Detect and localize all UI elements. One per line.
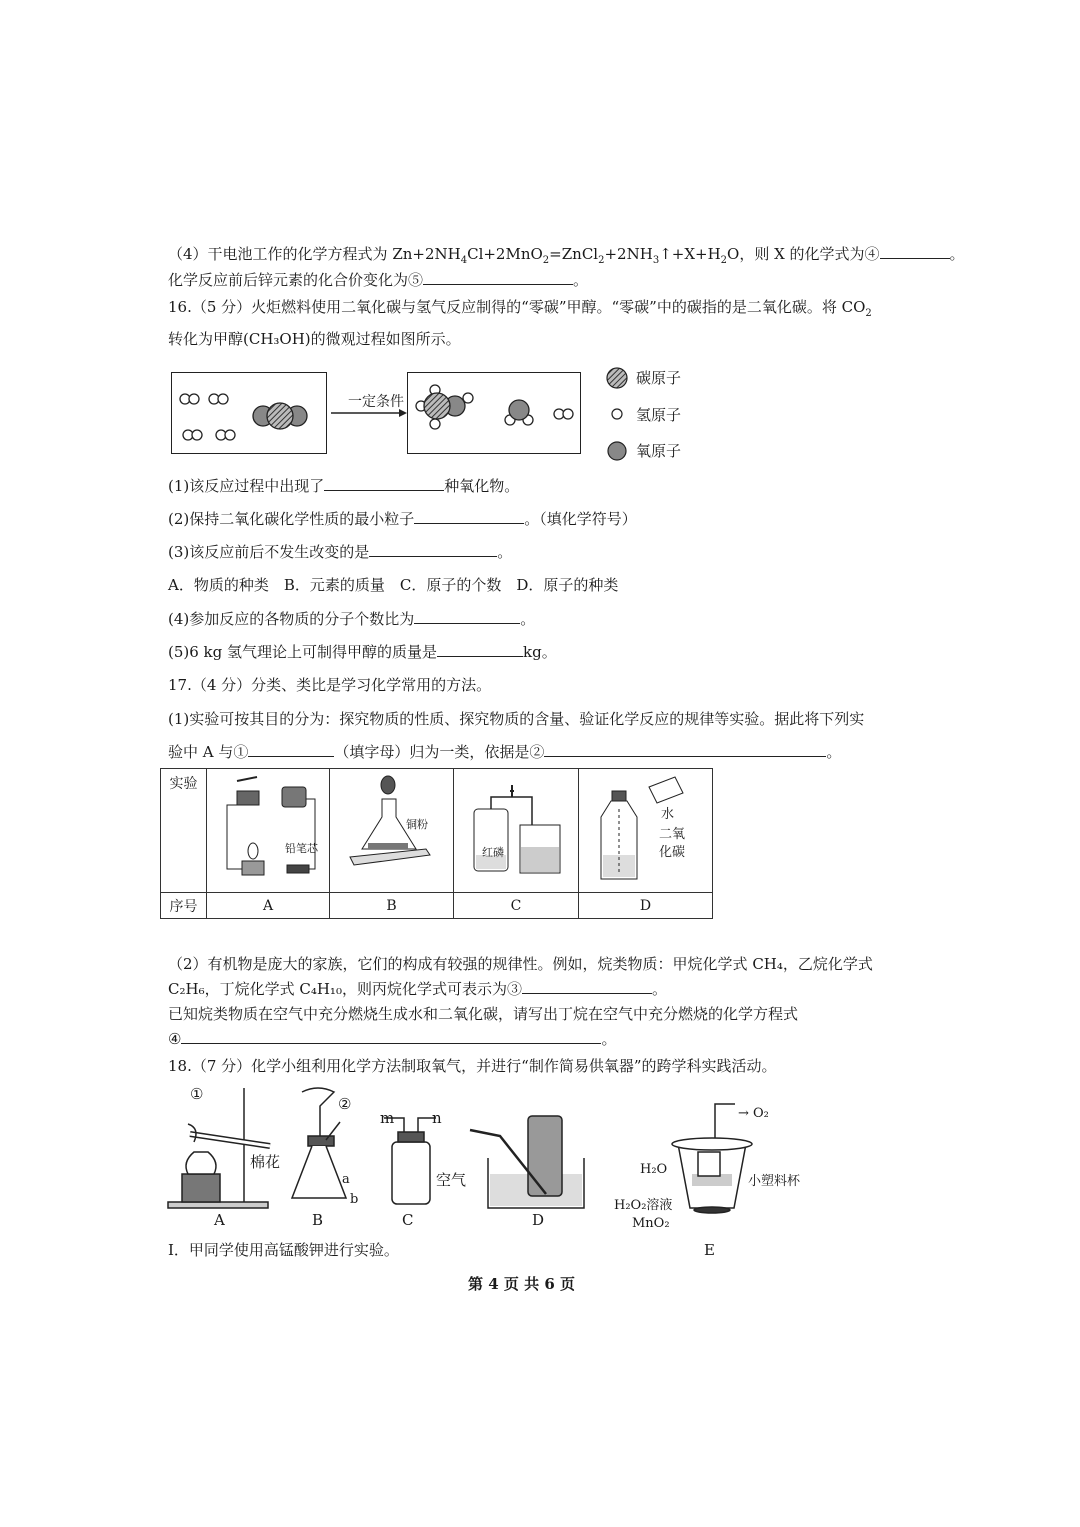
answer-blank-q16-4[interactable] (414, 609, 520, 624)
answer-blank-q17-2[interactable] (544, 742, 826, 757)
q15-eq-sub: 2 (542, 255, 550, 266)
label-m: m (380, 1109, 395, 1127)
q16-p3-text: (3)该反应前后不发生改变的是 (168, 543, 370, 561)
hydrogen-molecules (180, 394, 235, 440)
q16-p4-text: (4)参加反应的各物质的分子个数比为 (168, 610, 415, 628)
co2-label-2: 化碳 (659, 845, 686, 860)
q16-p2-post: 。（填化学符号） (524, 510, 637, 528)
label-mno2: MnO₂ (632, 1216, 670, 1231)
q17-p2-line2-end: 。 (651, 980, 667, 998)
legend-hydrogen: 氢原子 (636, 406, 682, 424)
co2-molecule (253, 403, 307, 429)
q18-part1: Ⅰ．甲同学使用高锰酸钾进行实验。 (168, 1241, 399, 1259)
carbon-atom-icon (607, 368, 627, 388)
label-h2o2: H₂O₂溶液 (614, 1198, 673, 1213)
experiment-table (160, 768, 713, 919)
q17-p2-line2-pre: C₂H₆，丁烷化学式 C₄H₁₀，则丙烷化学式可表示为③ (168, 980, 522, 998)
answer-blank-q17-3[interactable] (522, 979, 652, 994)
q16-p3-post: 。 (497, 543, 513, 561)
q15-line1 (168, 244, 965, 271)
q15-line2 (168, 270, 588, 290)
water-molecule (505, 400, 533, 425)
legend-oxygen: 氧原子 (636, 442, 682, 460)
label-b: B (330, 893, 454, 919)
q15-eq-part: Cl+2MnO (467, 245, 543, 263)
answer-blank-q17-4[interactable] (181, 1029, 601, 1044)
q16-p5 (168, 642, 557, 662)
label-pb: b (350, 1192, 359, 1207)
q16-intro1 (168, 297, 872, 324)
answer-blank-q16-2[interactable] (414, 509, 524, 524)
q16-p4-post: 。 (520, 610, 536, 628)
atom-legend-symbols (604, 366, 634, 466)
apparatus-c (384, 1118, 436, 1204)
label-apparatus-c: C (402, 1211, 414, 1229)
legend-carbon: 碳原子 (636, 369, 682, 387)
label-apparatus-a: A (214, 1211, 225, 1229)
q15-eq-sub: 2 (598, 255, 605, 266)
q16-p4 (168, 609, 535, 629)
label-h2o: H₂O (640, 1162, 668, 1177)
q16-intro2: 转化为甲醇(CH₃OH)的微观过程如图所示。 (168, 330, 461, 348)
oxygen-atom-icon (608, 442, 626, 460)
label-air: 空气 (436, 1171, 467, 1189)
q17-intro: 17.（4 分）分类、类比是学习化学常用的方法。 (168, 676, 492, 694)
q17-p2-line4-end: 。 (601, 1030, 617, 1048)
label-circle-1: ① (190, 1085, 204, 1103)
methanol-molecule (416, 385, 473, 429)
apparatus-a (168, 1088, 270, 1208)
answer-blank-4[interactable] (880, 244, 950, 259)
q17-p2-line3: 已知烷类物质在空气中充分燃烧生成水和二氧化碳，请写出丁烷在空气中充分燃烧的化学方程式 (168, 1005, 799, 1023)
pencil-lead-label: 铅笔芯 (285, 842, 318, 855)
water-label: 水 (661, 807, 675, 822)
row-header-number: 序号 (161, 893, 207, 919)
row-header-experiment: 实验 (161, 769, 207, 893)
q16-p3 (168, 542, 512, 562)
q15-eq-part: 。 (949, 245, 965, 263)
q17-p2-line2 (168, 979, 667, 999)
experiment-a-cell (207, 769, 330, 893)
q15-eq-sub: 4 (460, 255, 468, 266)
answer-blank-q16-5[interactable] (437, 642, 523, 657)
q16-p5-post: kg。 (523, 643, 557, 661)
q15-eq-part: +2NH (604, 245, 653, 263)
q16-p1 (168, 476, 519, 496)
phosphorus-bottle-icon (454, 769, 578, 893)
answer-blank-5[interactable] (423, 270, 573, 285)
q16-p1-text: (1)该反应过程中出现了 (168, 477, 325, 495)
q15-eq-sub: 3 (652, 255, 660, 266)
q17-p2-line1: （2）有机物是庞大的家族，它们的构成有较强的规律性。例如，烷类物质：甲烷化学式 CH₄，乙烷化学式 (168, 955, 873, 973)
experiment-c-cell (454, 769, 579, 893)
co2-bottle-icon (579, 769, 712, 893)
q17-p1-line2-end: 。 (826, 743, 842, 761)
q15-eq-part: （4）干电池工作的化学方程式为 Zn+2NH (168, 245, 461, 263)
circuit-apparatus-icon (207, 769, 329, 893)
label-n: n (432, 1109, 442, 1127)
experiment-d-cell (579, 769, 713, 893)
red-phosphorus-label: 红磷 (482, 846, 504, 859)
q15-eq-part: =ZnCl (549, 245, 599, 263)
answer-blank-q17-1[interactable] (248, 742, 334, 757)
q16-p2-text: (2)保持二氧化碳化学性质的最小粒子 (168, 510, 415, 528)
label-apparatus-e: E (704, 1241, 715, 1259)
label-a: A (207, 893, 330, 919)
answer-blank-q16-3[interactable] (369, 542, 497, 557)
leftover-hydrogen (554, 409, 573, 419)
q16-p1-post: 种氧化物。 (444, 477, 520, 495)
hydrogen-atom-icon (612, 409, 622, 419)
experiment-b-cell (330, 769, 454, 893)
page-footer: 第 4 页 共 6 页 (468, 1275, 575, 1293)
co2-label-1: 二氧 (659, 827, 686, 842)
label-cup: 小塑料杯 (748, 1174, 801, 1189)
copper-powder-label: 铜粉 (406, 818, 428, 831)
q18-intro: 18.（7 分）化学小组利用化学方法制取氧气，并进行“制作简易供氧器”的跨学科实践活动。 (168, 1057, 777, 1075)
answer-blank-q16-1[interactable] (324, 476, 444, 491)
q15-eq-part: ↑+X+H (659, 245, 721, 263)
arrow-condition-label: 一定条件 (348, 394, 404, 410)
label-d: D (579, 893, 713, 919)
q16-p2 (168, 509, 637, 529)
apparatus-d (470, 1116, 584, 1208)
q16-intro1-sub: 2 (865, 308, 872, 319)
label-apparatus-d: D (532, 1211, 545, 1229)
reaction-diagram (171, 372, 591, 457)
q16-intro1-text: 16.（5 分）火炬燃料使用二氧化碳与氢气反应制得的“零碳”甲醇。“零碳”中的碳指的是二氧化碳。将 CO (168, 298, 866, 316)
q15-line2-end: 。 (573, 271, 589, 289)
label-cotton: 棉花 (250, 1153, 281, 1171)
q17-p1-line2 (168, 742, 841, 762)
q15-line2-text: 化学反应前后锌元素的化合价变化为⑤ (168, 271, 424, 289)
flask-heating-icon (330, 769, 453, 893)
q17-p1-line2-pre: 验中 A 与① (168, 743, 249, 761)
q16-options: A．物质的种类 B．元素的质量 C．原子的个数 D．原子的种类 (168, 576, 619, 594)
q15-eq-sub: 2 (720, 255, 728, 266)
label-apparatus-b: B (312, 1211, 324, 1229)
q17-p1-line2-mid: （填字母）归为一类，依据是② (334, 743, 545, 761)
q17-p2-line4 (168, 1029, 616, 1049)
q17-p2-line4-pre: ④ (168, 1030, 182, 1048)
q15-eq-part: O，则 X 的化学式为④ (727, 245, 880, 263)
q16-p5-text: (5)6 kg 氢气理论上可制得甲醇的质量是 (168, 643, 438, 661)
label-pa: a (342, 1172, 350, 1187)
label-o2: → O₂ (738, 1106, 769, 1121)
label-c: C (454, 893, 579, 919)
label-circle-2: ② (338, 1095, 352, 1113)
q17-p1-line1: (1)实验可按其目的分为：探究物质的性质、探究物质的含量、验证化学反应的规律等实验。据此将下列实 (168, 710, 865, 728)
